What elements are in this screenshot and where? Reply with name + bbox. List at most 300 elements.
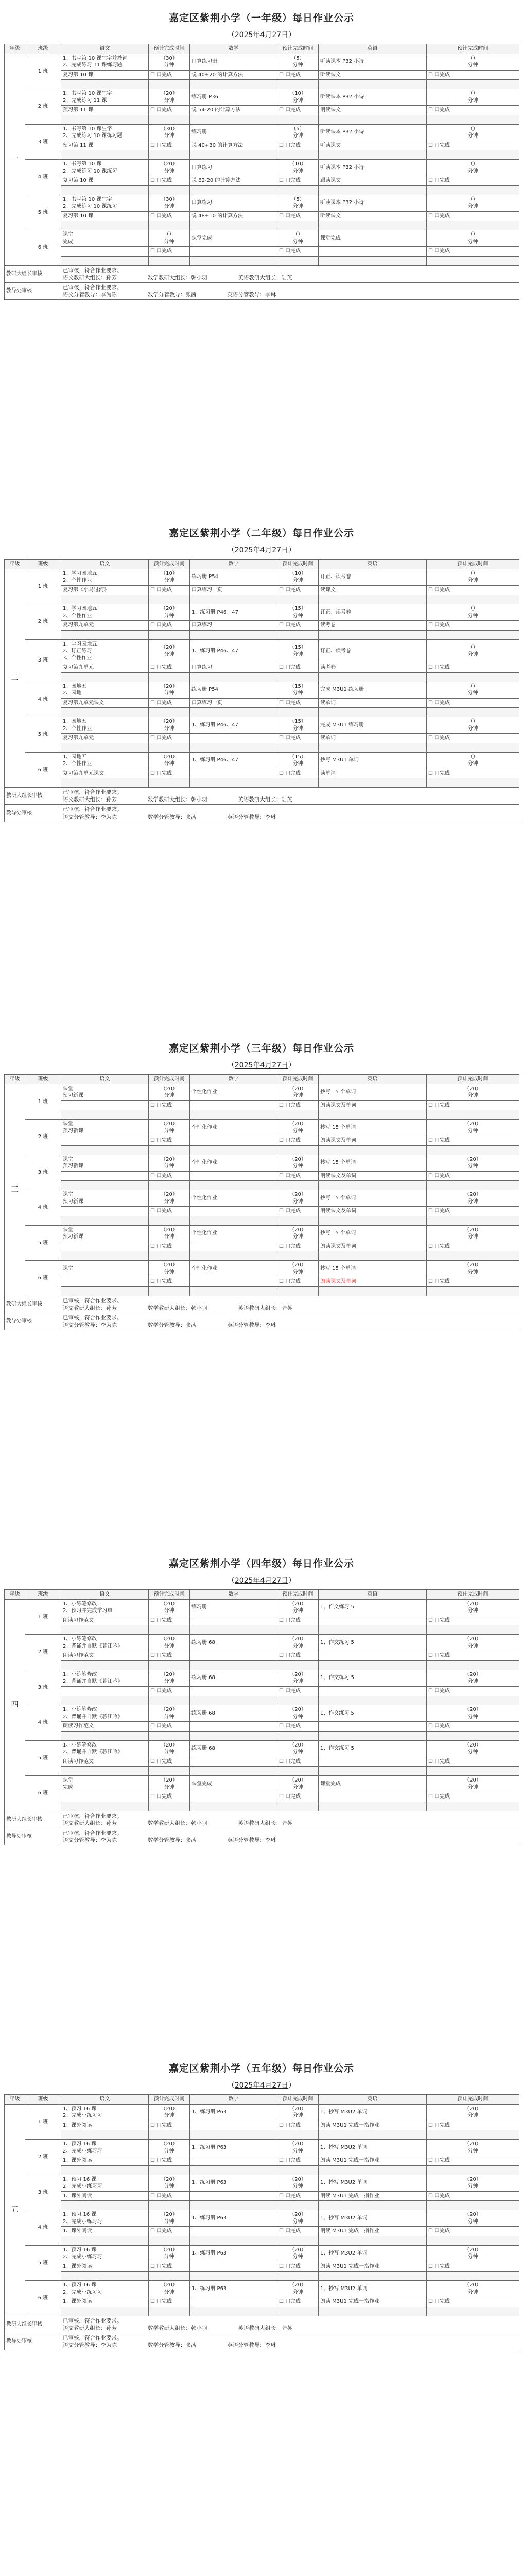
spacer-cell (319, 2201, 427, 2210)
spacer-cell (277, 778, 319, 788)
chinese-oral-task: 预习第 11 课 (61, 106, 149, 115)
math-oral-task (190, 769, 277, 778)
spacer-cell (190, 150, 277, 160)
english-done-checkbox[interactable]: ☐ 口完成 (427, 663, 519, 673)
math-task: 1、练习册 P46、47 (190, 717, 277, 734)
math-done-checkbox[interactable]: ☐ 口完成 (277, 211, 319, 221)
chinese-done-checkbox[interactable]: ☐ 口完成 (149, 70, 190, 80)
chinese-line: 1、书写第 10 课生字并抄词 (63, 55, 128, 61)
lead-name: 语文教研大组长：孙芳 (63, 796, 117, 803)
chinese-line: 1、学习园地五 (63, 641, 97, 647)
time-unit: 分钟 (164, 1643, 175, 1649)
spacer-row (5, 221, 519, 230)
lead-name: 语文教研大组长：孙芳 (63, 1304, 117, 1311)
math-done-checkbox[interactable]: ☐ 口完成 (277, 1651, 319, 1661)
spacer-cell (427, 1625, 519, 1635)
homework-table (4, 44, 519, 300)
math-done-checkbox[interactable]: ☐ 口完成 (277, 247, 319, 257)
approval-text: 已审核，符合作业要求。 (63, 2334, 123, 2341)
lead-review-content (61, 1296, 519, 1313)
chinese-task (61, 717, 149, 734)
date-open: （ (227, 546, 235, 554)
chinese-time (149, 160, 190, 176)
section-title: 嘉定区紫荆小学（二年级）每日作业公示 (168, 528, 354, 539)
english-done-checkbox[interactable]: ☐ 口完成 (427, 1171, 519, 1181)
chinese-line: 课堂 (63, 1265, 73, 1272)
spacer-cell (319, 256, 427, 265)
spacer-cell (427, 2272, 519, 2281)
spacer-cell (149, 2130, 190, 2140)
math-done-checkbox[interactable]: ☐ 口完成 (277, 1207, 319, 1216)
spacer-cell (319, 2165, 427, 2175)
spacer-cell (319, 708, 427, 717)
spacer-cell (319, 1181, 427, 1190)
chinese-oral-task: 1、课外阅读 (61, 2121, 149, 2130)
time-value: （10） (289, 570, 306, 577)
column-header: 数学 (190, 2095, 277, 2105)
spacer-cell (190, 1286, 277, 1296)
english-done-checkbox[interactable]: ☐ 口完成 (427, 70, 519, 80)
english-task: 1、作文练习 5 (319, 1670, 427, 1686)
chinese-done-checkbox[interactable]: ☐ 口完成 (149, 2262, 190, 2272)
class-subrow (5, 1277, 519, 1287)
spacer-row (5, 185, 519, 195)
class-subrow (5, 769, 519, 778)
chinese-line: 预习新课 (63, 1234, 83, 1240)
english-time (427, 604, 519, 621)
chinese-task (61, 1670, 149, 1686)
math-done-checkbox[interactable]: ☐ 口完成 (277, 1722, 319, 1732)
english-time (427, 717, 519, 734)
spacer-cell (61, 2201, 149, 2210)
chinese-done-checkbox[interactable]: ☐ 口完成 (149, 1757, 190, 1767)
time-unit: 分钟 (292, 1714, 303, 1720)
column-header: 语文 (61, 1075, 149, 1084)
chinese-line: 1、预习 16 课 (63, 2247, 97, 2253)
spacer-row (5, 80, 519, 89)
chinese-line: 1、园地五 (63, 683, 87, 689)
header-row (5, 1075, 519, 1084)
english-done-checkbox[interactable]: ☐ 口完成 (427, 1757, 519, 1767)
english-time (427, 1190, 519, 1207)
column-header: 年级 (5, 560, 25, 569)
class-row (5, 1225, 519, 1242)
english-done-checkbox[interactable]: ☐ 口完成 (427, 176, 519, 186)
class-subrow (5, 2297, 519, 2307)
spacer-cell (427, 1145, 519, 1155)
column-header: 预计完成时间 (149, 44, 190, 54)
column-header: 预计完成时间 (427, 560, 519, 569)
math-done-checkbox[interactable]: ☐ 口完成 (277, 1686, 319, 1696)
chinese-oral-task: 朗读习作范文 (61, 1722, 149, 1732)
math-done-checkbox[interactable]: ☐ 口完成 (277, 1171, 319, 1181)
chinese-line: 1、书写第 10 课生字 (63, 126, 112, 132)
math-done-checkbox[interactable]: ☐ 口完成 (277, 1616, 319, 1625)
time-unit: 分钟 (292, 2218, 303, 2225)
english-done-checkbox[interactable]: ☐ 口完成 (427, 2156, 519, 2166)
english-task: 课堂完成 (319, 1776, 427, 1792)
chinese-line: 预习新课 (63, 1198, 83, 1205)
time-unit: 分钟 (467, 725, 478, 732)
section-title: 嘉定区紫荆小学（四年级）每日作业公示 (168, 1558, 354, 1569)
math-done-checkbox[interactable]: ☐ 口完成 (277, 1792, 319, 1802)
english-done-checkbox[interactable]: ☐ 口完成 (427, 2297, 519, 2307)
chinese-time (149, 639, 190, 663)
english-time (427, 1635, 519, 1651)
chinese-done-checkbox[interactable]: ☐ 口完成 (149, 1100, 190, 1110)
section-date (0, 545, 523, 555)
chinese-task (61, 1261, 149, 1277)
approval-text: 已审核，符合作业要求。 (63, 1812, 123, 1819)
english-done-checkbox[interactable]: ☐ 口完成 (427, 1792, 519, 1802)
lead-review-label: 教研大组长审核 (5, 265, 61, 282)
math-time (277, 1740, 319, 1757)
class-name: 5 班 (25, 195, 61, 230)
spacer-cell (190, 256, 277, 265)
math-done-checkbox[interactable]: ☐ 口完成 (277, 2227, 319, 2236)
chinese-line: 2、背诵并自默《暮江吟》 (63, 1679, 123, 1684)
time-value: （10） (161, 570, 178, 577)
spacer-cell (190, 1145, 277, 1155)
math-done-checkbox[interactable]: ☐ 口完成 (277, 1136, 319, 1146)
math-task: 个性化作业 (190, 1190, 277, 1207)
class-row (5, 2210, 519, 2227)
section-date (0, 1575, 523, 1585)
chinese-oral-task: 朗读习作范文 (61, 1616, 149, 1625)
math-done-checkbox[interactable]: ☐ 口完成 (277, 621, 319, 631)
english-oral-task: 跟读课文 (319, 176, 427, 186)
math-done-checkbox[interactable]: ☐ 口完成 (277, 2121, 319, 2130)
chinese-done-checkbox[interactable]: ☐ 口完成 (149, 106, 190, 115)
english-done-checkbox[interactable]: ☐ 口完成 (427, 734, 519, 743)
lead-name: 数学教研大组长：韩小羽 (148, 1304, 207, 1311)
lead-name: 英语教研大组长：陆英 (238, 1820, 292, 1826)
column-header: 数学 (190, 560, 277, 569)
time-value: （20） (289, 1777, 306, 1783)
time-unit: 分钟 (467, 2113, 478, 2119)
spacer-cell (277, 185, 319, 195)
time-value: （20） (464, 1121, 481, 1127)
chinese-done-checkbox[interactable]: ☐ 口完成 (149, 1242, 190, 1251)
spacer-cell (277, 1216, 319, 1225)
time-value: （） (467, 232, 478, 238)
math-done-checkbox[interactable]: ☐ 口完成 (277, 1100, 319, 1110)
time-value: （5） (291, 126, 305, 132)
chinese-line: 1、预习 16 课 (63, 2141, 97, 2147)
column-header: 年级 (5, 2095, 25, 2105)
chinese-line: 2、背诵并自默《暮江吟》 (63, 1749, 123, 1755)
chinese-done-checkbox[interactable]: ☐ 口完成 (149, 621, 190, 631)
chinese-done-checkbox[interactable]: ☐ 口完成 (149, 663, 190, 673)
chinese-done-checkbox[interactable]: ☐ 口完成 (149, 1792, 190, 1802)
english-time (427, 2175, 519, 2191)
spacer-cell (61, 1767, 149, 1776)
chinese-done-checkbox[interactable]: ☐ 口完成 (149, 1171, 190, 1181)
director-name: 数学分管教导：张茜 (148, 1322, 197, 1329)
english-done-checkbox[interactable]: ☐ 口完成 (427, 2262, 519, 2272)
chinese-task (61, 124, 149, 141)
spacer-cell (149, 2165, 190, 2175)
spacer-cell (277, 1731, 319, 1740)
chinese-done-checkbox[interactable]: ☐ 口完成 (149, 1616, 190, 1625)
time-unit: 分钟 (467, 1163, 478, 1169)
spacer-cell (277, 630, 319, 639)
time-value: （20） (464, 1742, 481, 1748)
chinese-done-checkbox[interactable]: ☐ 口完成 (149, 211, 190, 221)
math-done-checkbox[interactable]: ☐ 口完成 (277, 2156, 319, 2166)
chinese-done-checkbox[interactable]: ☐ 口完成 (149, 1686, 190, 1696)
chinese-done-checkbox[interactable]: ☐ 口完成 (149, 2227, 190, 2236)
chinese-oral-task: 1、课外阅读 (61, 2191, 149, 2201)
english-done-checkbox[interactable]: ☐ 口完成 (427, 1100, 519, 1110)
math-time (277, 1155, 319, 1171)
chinese-done-checkbox[interactable]: ☐ 口完成 (149, 1277, 190, 1287)
time-unit: 分钟 (164, 1749, 175, 1755)
math-time (277, 569, 319, 585)
chinese-done-checkbox[interactable]: ☐ 口完成 (149, 1207, 190, 1216)
english-task: 听读课本 P32 小诗 (319, 160, 427, 176)
math-done-checkbox[interactable]: ☐ 口完成 (277, 141, 319, 150)
column-header: 数学 (190, 1075, 277, 1084)
time-value: （20） (161, 1086, 178, 1092)
lead-review-row (5, 1296, 519, 1313)
english-done-checkbox[interactable]: ☐ 口完成 (427, 1651, 519, 1661)
math-done-checkbox[interactable]: ☐ 口完成 (277, 734, 319, 743)
time-value: （） (467, 606, 478, 612)
class-row (5, 604, 519, 621)
chinese-done-checkbox[interactable]: ☐ 口完成 (149, 734, 190, 743)
chinese-oral-task: 复习第九单元 (61, 621, 149, 631)
spacer-cell (427, 150, 519, 160)
math-oral-task (190, 1171, 277, 1181)
english-time (427, 1225, 519, 1242)
time-value: （5） (291, 196, 305, 202)
date-value: 2025年4月27日 (234, 1061, 289, 1070)
math-done-checkbox[interactable]: ☐ 口完成 (277, 106, 319, 115)
english-time (427, 1084, 519, 1100)
english-done-checkbox[interactable]: ☐ 口完成 (427, 621, 519, 631)
chinese-time (149, 195, 190, 211)
math-done-checkbox[interactable]: ☐ 口完成 (277, 698, 319, 708)
spacer-row (5, 630, 519, 639)
time-unit: 分钟 (164, 690, 175, 696)
time-value: （20） (161, 1707, 178, 1713)
math-task: 练习册 68 (190, 1635, 277, 1651)
spacer-cell (427, 1181, 519, 1190)
class-subrow (5, 2227, 519, 2236)
class-name: 5 班 (25, 2245, 61, 2281)
class-row (5, 1599, 519, 1616)
chinese-done-checkbox[interactable]: ☐ 口完成 (149, 141, 190, 150)
math-done-checkbox[interactable]: ☐ 口完成 (277, 1242, 319, 1251)
spacer-cell (149, 672, 190, 682)
english-oral-task: 朗读课文及单词 (319, 1207, 427, 1216)
chinese-line: 2、完成小练习习 (63, 2183, 102, 2189)
math-done-checkbox[interactable]: ☐ 口完成 (277, 2191, 319, 2201)
class-name: 3 班 (25, 2175, 61, 2210)
chinese-done-checkbox[interactable]: ☐ 口完成 (149, 2297, 190, 2307)
english-done-checkbox[interactable]: ☐ 口完成 (427, 2227, 519, 2236)
spacer-cell (319, 185, 427, 195)
chinese-oral-task: 复习第 10 课 (61, 70, 149, 80)
time-unit: 分钟 (467, 1234, 478, 1240)
class-subrow (5, 1651, 519, 1661)
lead-name: 语文教研大组长：孙芳 (63, 274, 117, 281)
chinese-time (149, 1599, 190, 1616)
chinese-done-checkbox[interactable]: ☐ 口完成 (149, 2156, 190, 2166)
time-unit: 分钟 (292, 2148, 303, 2154)
chinese-task (61, 682, 149, 698)
math-task: 1、练习册 P63 (190, 2175, 277, 2191)
time-unit: 分钟 (292, 2254, 303, 2260)
class-subrow (5, 1242, 519, 1251)
spacer-cell (61, 1286, 149, 1296)
english-done-checkbox[interactable]: ☐ 口完成 (427, 141, 519, 150)
chinese-line: 1、书写第 10 课生字 (63, 196, 112, 202)
math-done-checkbox[interactable]: ☐ 口完成 (277, 2262, 319, 2272)
class-subrow (5, 663, 519, 673)
spacer-cell (61, 2236, 149, 2245)
english-done-checkbox[interactable]: ☐ 口完成 (427, 1722, 519, 1732)
time-unit: 分钟 (292, 62, 303, 68)
math-time (277, 1225, 319, 1242)
chinese-done-checkbox[interactable]: ☐ 口完成 (149, 2121, 190, 2130)
english-task: 听读课本 P32 小诗 (319, 89, 427, 106)
chinese-done-checkbox[interactable]: ☐ 口完成 (149, 698, 190, 708)
english-done-checkbox[interactable]: ☐ 口完成 (427, 1277, 519, 1287)
math-done-checkbox[interactable]: ☐ 口完成 (277, 1757, 319, 1767)
spacer-cell (427, 1286, 519, 1296)
time-value: （20） (289, 1086, 306, 1092)
math-time (277, 752, 319, 769)
chinese-line: 1、学习园地五 (63, 570, 97, 577)
english-done-checkbox[interactable]: ☐ 口完成 (427, 106, 519, 115)
lead-review-label: 教研大组长审核 (5, 1296, 61, 1313)
chinese-task (61, 752, 149, 769)
time-unit: 分钟 (292, 1784, 303, 1790)
chinese-done-checkbox[interactable]: ☐ 口完成 (149, 176, 190, 186)
spacer-cell (61, 2307, 149, 2316)
english-done-checkbox[interactable]: ☐ 口完成 (427, 1207, 519, 1216)
time-unit: 分钟 (164, 1784, 175, 1790)
english-done-checkbox[interactable]: ☐ 口完成 (427, 585, 519, 595)
english-done-checkbox[interactable]: ☐ 口完成 (427, 1616, 519, 1625)
english-task: 1、作文练习 5 (319, 1705, 427, 1722)
math-time (277, 2245, 319, 2262)
math-time (277, 1776, 319, 1792)
chinese-time (149, 230, 190, 247)
chinese-line: 2、完成小练习习 (63, 2148, 102, 2154)
english-done-checkbox[interactable]: ☐ 口完成 (427, 698, 519, 708)
time-value: （） (467, 570, 478, 577)
spacer-cell (427, 1731, 519, 1740)
english-done-checkbox[interactable]: ☐ 口完成 (427, 247, 519, 257)
english-time (427, 1705, 519, 1722)
math-done-checkbox[interactable]: ☐ 口完成 (277, 1277, 319, 1287)
class-row (5, 1261, 519, 1277)
lead-names (63, 1820, 517, 1827)
spacer-cell (427, 2307, 519, 2316)
grade-label: 二 (5, 569, 25, 788)
class-subrow (5, 2262, 519, 2272)
english-task: 完成 M3U1 练习册 (319, 717, 427, 734)
english-time (427, 1776, 519, 1792)
english-done-checkbox[interactable]: ☐ 口完成 (427, 2191, 519, 2201)
chinese-line: 2、完成练习 10 课练习 (63, 204, 117, 209)
time-unit: 分钟 (467, 690, 478, 696)
time-unit: 分钟 (164, 651, 175, 657)
chinese-done-checkbox[interactable]: ☐ 口完成 (149, 1722, 190, 1732)
chinese-done-checkbox[interactable]: ☐ 口完成 (149, 769, 190, 778)
math-time (277, 2281, 319, 2297)
english-done-checkbox[interactable]: ☐ 口完成 (427, 1136, 519, 1146)
director-name: 数学分管教导：张茜 (148, 814, 197, 820)
time-unit: 分钟 (164, 2183, 175, 2189)
spacer-cell (427, 1251, 519, 1261)
math-oral-task: 说 62-20 的计算方法 (190, 176, 277, 186)
spacer-cell (61, 1145, 149, 1155)
spacer-cell (427, 1767, 519, 1776)
chinese-done-checkbox[interactable]: ☐ 口完成 (149, 1651, 190, 1661)
time-unit: 分钟 (467, 1269, 478, 1275)
english-task: 抄写 15 个单词 (319, 1261, 427, 1277)
column-header: 预计完成时间 (149, 1590, 190, 1600)
time-value: （20） (161, 2212, 178, 2217)
english-done-checkbox[interactable]: ☐ 口完成 (427, 769, 519, 778)
time-unit: 分钟 (292, 204, 303, 209)
spacer-cell (149, 1696, 190, 1705)
english-oral-task (319, 1757, 427, 1767)
math-done-checkbox[interactable]: ☐ 口完成 (277, 663, 319, 673)
chinese-time (149, 1120, 190, 1136)
lead-names (63, 796, 517, 803)
spacer-cell (190, 1216, 277, 1225)
spacer-row (5, 2272, 519, 2281)
chinese-done-checkbox[interactable]: ☐ 口完成 (149, 247, 190, 257)
time-value: （20） (464, 1707, 481, 1713)
math-done-checkbox[interactable]: ☐ 口完成 (277, 769, 319, 778)
english-time (427, 160, 519, 176)
english-time (427, 2104, 519, 2121)
header-row (5, 1590, 519, 1600)
english-done-checkbox[interactable]: ☐ 口完成 (427, 1242, 519, 1251)
math-done-checkbox[interactable]: ☐ 口完成 (277, 2297, 319, 2307)
chinese-line: 1、园地五 (63, 754, 87, 760)
math-oral-task (190, 2121, 277, 2130)
time-unit: 分钟 (292, 613, 303, 619)
chinese-done-checkbox[interactable]: ☐ 口完成 (149, 2191, 190, 2201)
spacer-row (5, 1696, 519, 1705)
math-done-checkbox[interactable]: ☐ 口完成 (277, 176, 319, 186)
class-subrow (5, 2191, 519, 2201)
math-task: 个性化作业 (190, 1155, 277, 1171)
spacer-cell (427, 778, 519, 788)
class-row (5, 1084, 519, 1100)
math-done-checkbox[interactable]: ☐ 口完成 (277, 70, 319, 80)
english-done-checkbox[interactable]: ☐ 口完成 (427, 1686, 519, 1696)
math-oral-task (190, 2262, 277, 2272)
math-done-checkbox[interactable]: ☐ 口完成 (277, 585, 319, 595)
chinese-done-checkbox[interactable]: ☐ 口完成 (149, 1136, 190, 1146)
math-oral-task: 说 40+20 的计算方法 (190, 70, 277, 80)
chinese-done-checkbox[interactable]: ☐ 口完成 (149, 585, 190, 595)
english-done-checkbox[interactable]: ☐ 口完成 (427, 2121, 519, 2130)
chinese-task (61, 1155, 149, 1171)
time-unit: 分钟 (467, 2254, 478, 2260)
class-name: 6 班 (25, 230, 61, 266)
lead-review-content (61, 265, 519, 282)
english-done-checkbox[interactable]: ☐ 口完成 (427, 211, 519, 221)
